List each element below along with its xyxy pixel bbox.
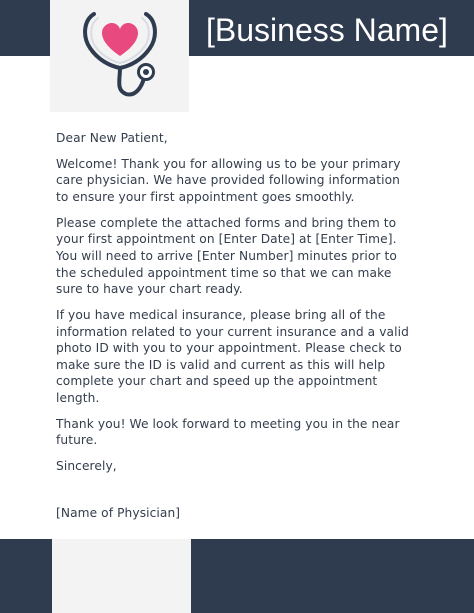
logo-panel	[50, 0, 189, 112]
footer-band	[191, 539, 474, 613]
footer-band-left	[0, 539, 52, 613]
header-band-left	[0, 0, 50, 56]
business-name: [Business Name]	[206, 12, 448, 48]
paragraph-thanks: Thank you! We look forward to meeting you in the near future.	[56, 416, 400, 448]
paragraph-welcome: Welcome! Thank you for allowing us to be your primary care physician. We have provided following information to ensure your first appointment goes smoothly.	[56, 156, 401, 204]
letter-body	[56, 130, 416, 484]
signature-line: [Name of Physician]	[56, 506, 181, 520]
paragraph-forms: Please complete the attached forms and bring them to your first appointment on [Enter Date] at [Enter Time]. You will need to arrive [Enter Number] minutes prior to the scheduled appointment time so that we can make sure to have your chart ready.	[56, 215, 397, 297]
stethoscope-heart-icon	[80, 6, 160, 104]
paragraph-insurance: If you have medical insurance, please bring all of the information related to your current insurance and a valid photo ID with you to your appointment. Please check to make sure the ID is valid and current as this will help complete your chart and speed up the appointment length.	[56, 307, 409, 405]
footer-panel	[52, 539, 191, 613]
closing: Sincerely,	[56, 459, 117, 474]
salutation: Dear New Patient,	[56, 131, 168, 145]
